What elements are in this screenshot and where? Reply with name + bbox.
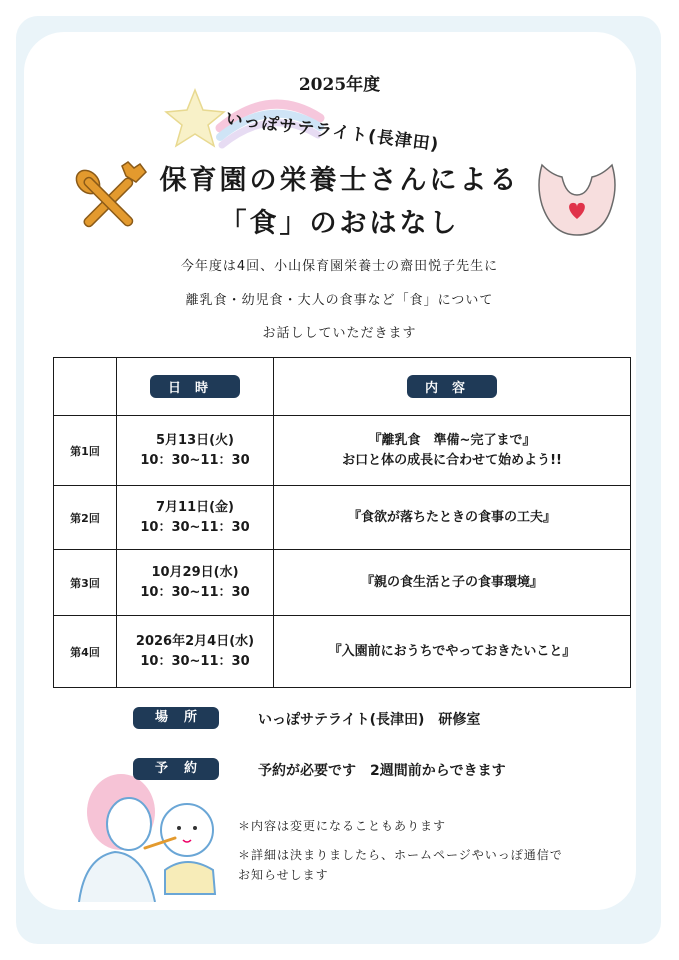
- header-date-cell: [117, 358, 274, 416]
- session-content: [274, 616, 631, 688]
- session-datetime: [117, 486, 274, 550]
- session-topic: 『親の食生活と子の食事環境』: [360, 574, 543, 590]
- session-content: [274, 416, 631, 486]
- session-content: [274, 486, 631, 550]
- session-topic: 『食欲が落ちたときの食事の工夫』: [347, 509, 556, 525]
- place-value: いっぽサテライト(長津田) 研修室: [258, 712, 481, 728]
- session-number: 第2回: [54, 486, 117, 550]
- year-heading: 2025年度: [298, 75, 381, 95]
- date-header-pill: 日時: [150, 375, 240, 398]
- intro-line-3: お話ししていただきます: [262, 326, 417, 341]
- session-datetime: [117, 416, 274, 486]
- content-header-pill: 内容: [407, 375, 497, 398]
- session-date: 10月29日(水): [151, 564, 239, 580]
- table-row: [54, 416, 631, 486]
- header-empty-cell: [54, 358, 117, 416]
- note-3: お知らせします: [238, 868, 329, 882]
- session-content: [274, 550, 631, 616]
- table-row: [54, 486, 631, 550]
- intro-line-1: 今年度は4回、小山保育園栄養士の齋田悦子先生に: [180, 259, 499, 274]
- session-topic: 『入園前におうちでやっておきたいこと』: [328, 643, 576, 659]
- session-number: 第1回: [54, 416, 117, 486]
- table-header-row: [54, 358, 631, 416]
- session-date: 5月13日(火): [155, 432, 235, 448]
- reservation-label: 予約: [133, 758, 219, 780]
- venue-subtitle: いっぽサテライト(長津田): [224, 109, 441, 156]
- session-number: 第3回: [54, 550, 117, 616]
- session-date: 2026年2月4日(水): [135, 633, 255, 649]
- session-time: 10：30~11：30: [140, 519, 250, 535]
- header-content-cell: [274, 358, 631, 416]
- reservation-value: 予約が必要です 2週間前からできます: [258, 763, 506, 779]
- page-title-line2: 「食」のおはなし: [219, 208, 460, 239]
- note-1: ＊内容は変更になることもあります: [238, 819, 447, 833]
- table-row: [54, 616, 631, 688]
- intro-line-2: 離乳食・幼児食・大人の食事など「食」について: [185, 293, 494, 308]
- session-topic: 『離乳食 準備~完了まで』: [368, 432, 536, 448]
- place-label: 場所: [133, 707, 219, 729]
- session-time: 10：30~11：30: [140, 452, 250, 468]
- session-date: 7月11日(金): [155, 499, 235, 515]
- page-title-line1: 保育園の栄養士さんによる: [159, 165, 520, 196]
- session-number: 第4回: [54, 616, 117, 688]
- table-row: [54, 550, 631, 616]
- session-topic-sub: お口と体の成長に合わせて始めよう!!: [342, 452, 562, 468]
- session-datetime: [117, 550, 274, 616]
- session-time: 10：30~11：30: [140, 653, 250, 669]
- note-2: ＊詳細は決まりましたら、ホームページやいっぽ通信で: [238, 848, 563, 862]
- parent-feeding-baby-icon: [75, 762, 225, 902]
- session-datetime: [117, 616, 274, 688]
- session-time: 10：30~11：30: [140, 584, 250, 600]
- schedule-table: [53, 357, 631, 688]
